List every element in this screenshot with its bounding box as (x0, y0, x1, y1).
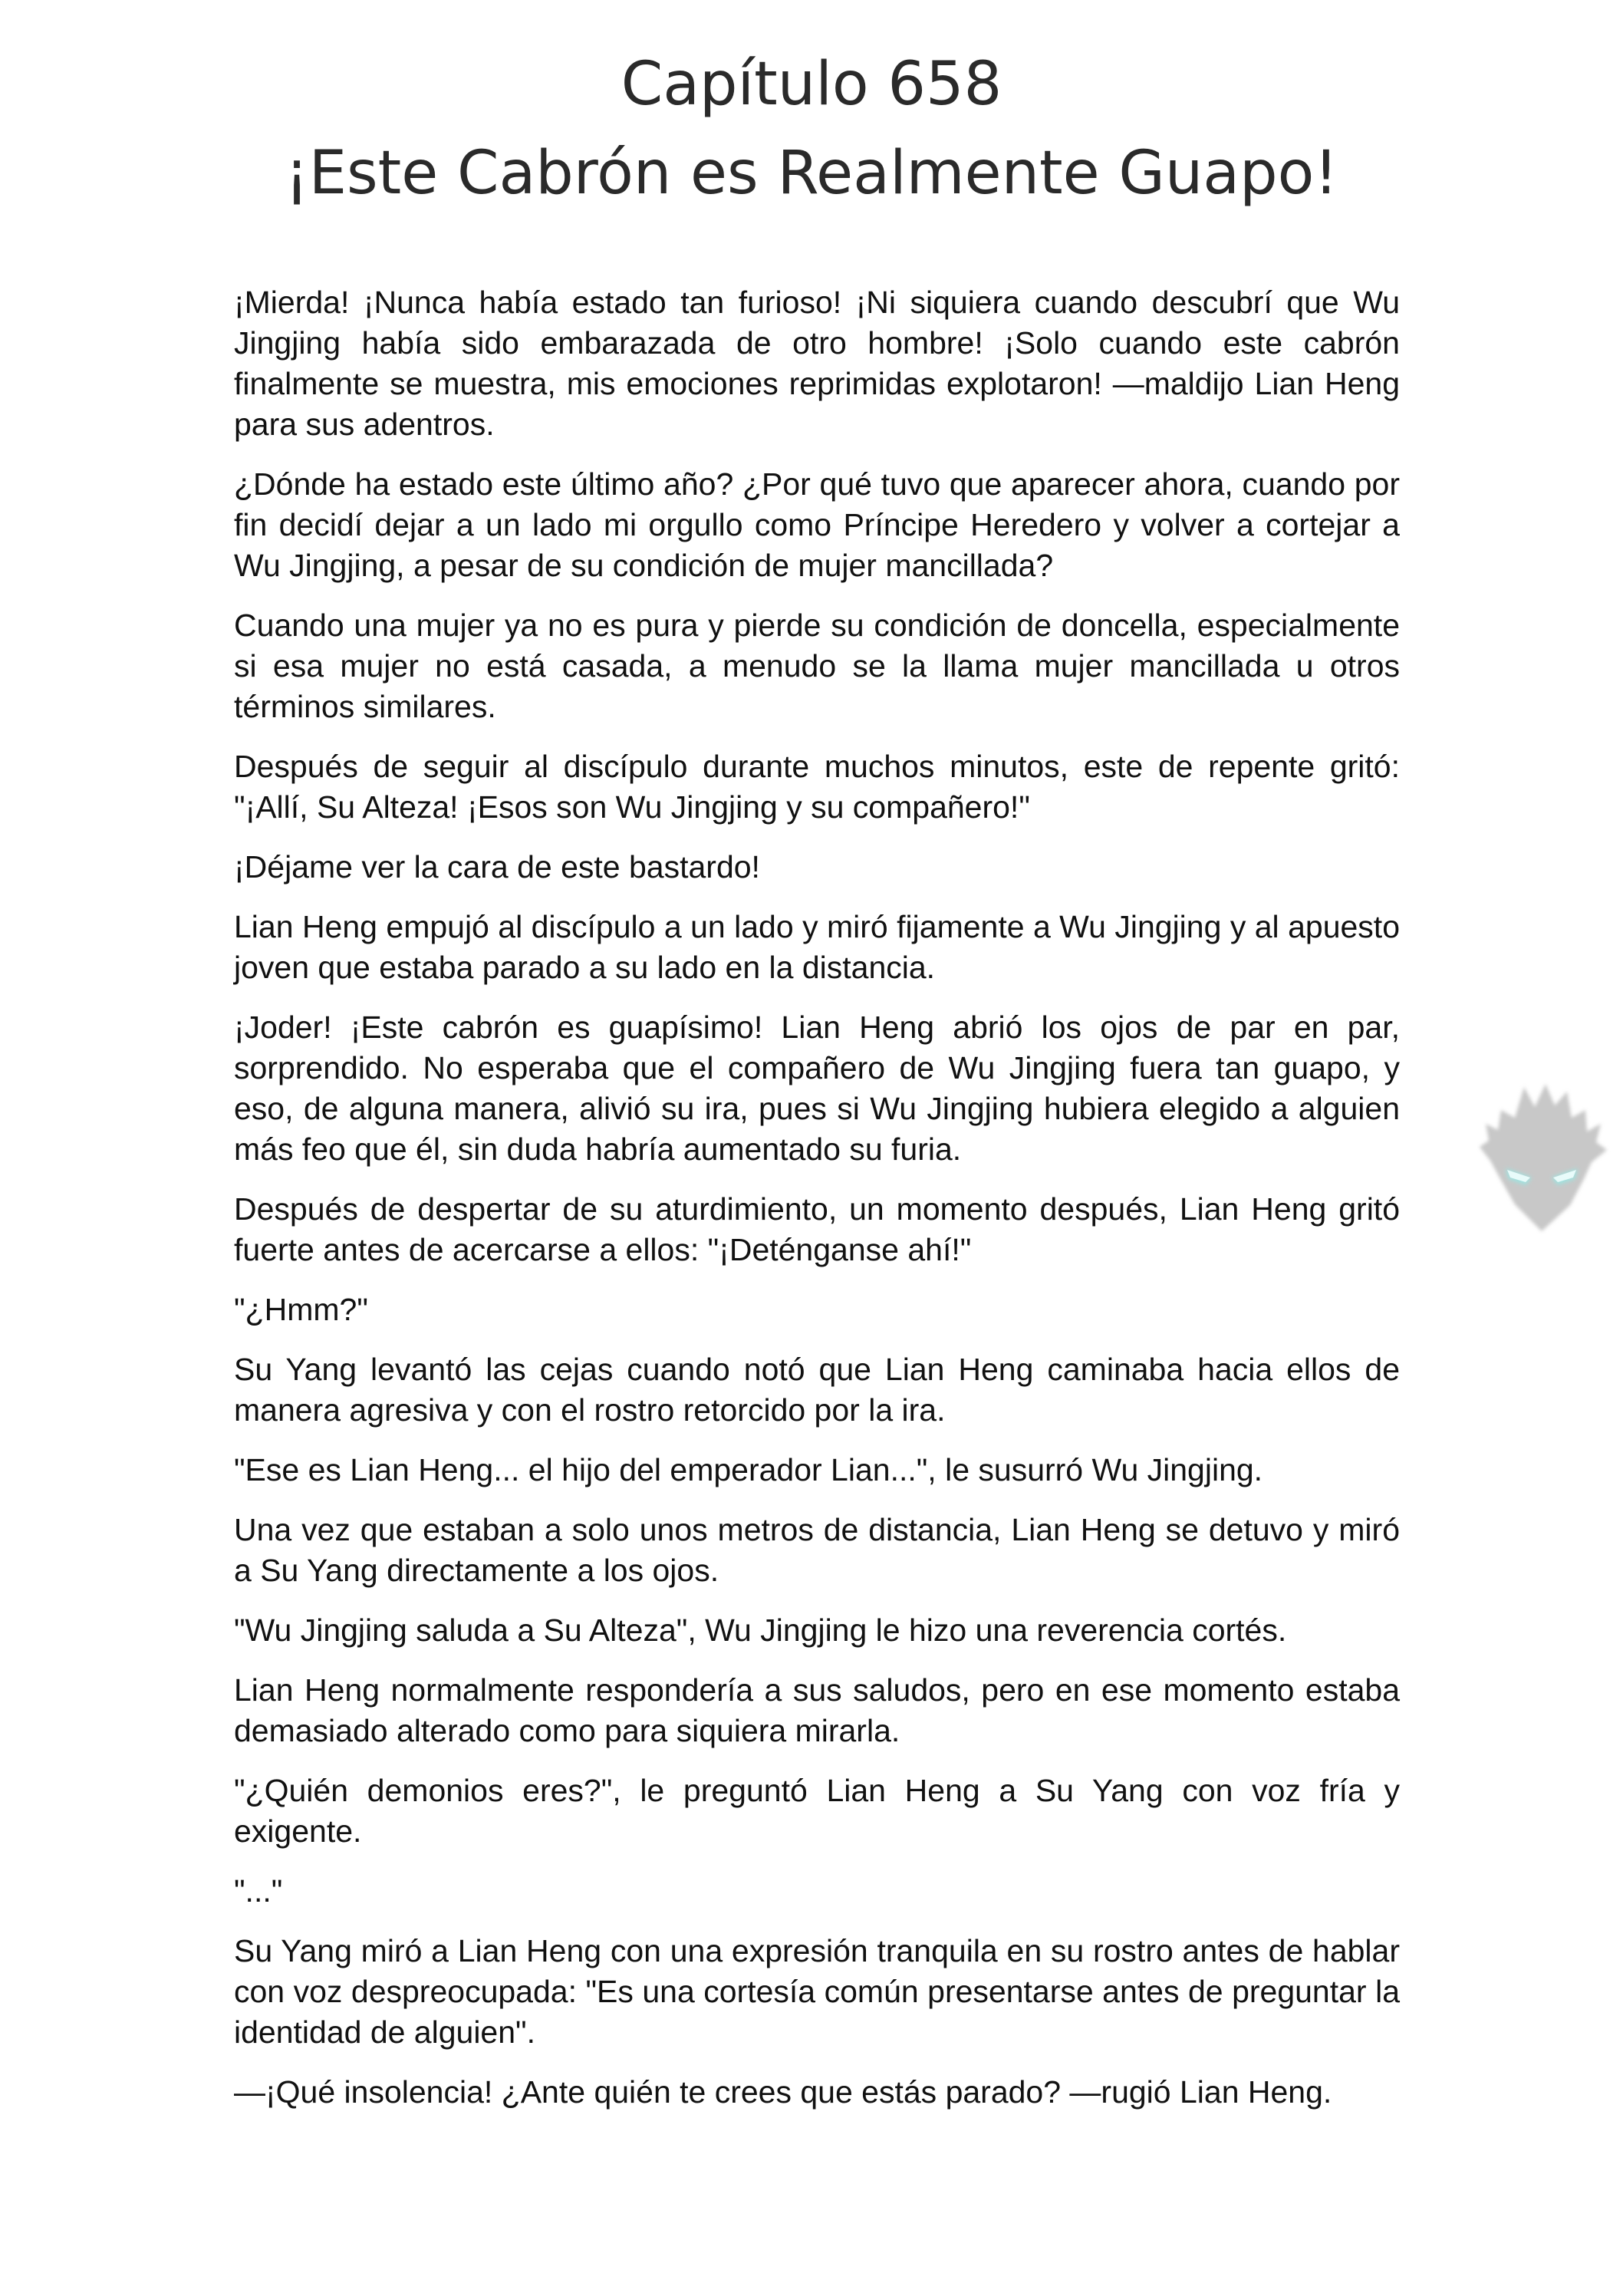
paragraph: Una vez que estaban a solo unos metros de distancia, Lian Heng se detuvo y miró a Su Yang directamente a los ojos. (234, 1512, 1400, 1588)
chapter-heading (0, 40, 1623, 218)
paragraph: Cuando una mujer ya no es pura y pierde su condición de doncella, especialmente si esa mujer no está casada, a menudo se la llama mujer mancillada u otros términos similares. (234, 608, 1400, 724)
paragraph: "Ese es Lian Heng... el hijo del emperador Lian...", le susurró Wu Jingjing. (234, 1452, 1263, 1487)
paragraph: "¿Quién demonios eres?", le preguntó Lian Heng a Su Yang con voz fría y exigente. (234, 1773, 1400, 1849)
chapter-title: ¡Este Cabrón es Realmente Guapo! (285, 139, 1338, 208)
paragraph: "¿Hmm?" (234, 1292, 368, 1327)
paragraph: Lian Heng empujó al discípulo a un lado y miró fijamente a Wu Jingjing y al apuesto joven que estaba parado a su lado en la distancia. (234, 909, 1400, 985)
paragraph: Después de despertar de su aturdimiento, un momento después, Lian Heng gritó fuerte antes de acercarse a ellos: "¡Deténganse ahí!" (234, 1191, 1400, 1267)
paragraph: Su Yang levantó las cejas cuando notó que Lian Heng caminaba hacia ellos de manera agresiva y con el rostro retorcido por la ira. (234, 1352, 1400, 1428)
paragraph: ¡Déjame ver la cara de este bastardo! (234, 849, 760, 884)
paragraph: Su Yang miró a Lian Heng con una expresión tranquila en su rostro antes de hablar con voz despreocupada: "Es una cortesía común presentarse antes de preguntar la identidad de alguien". (234, 1933, 1400, 2050)
paragraph: "..." (234, 1873, 283, 1909)
paragraph: ¿Dónde ha estado este último año? ¿Por qué tuvo que aparecer ahora, cuando por fin decidí dejar a un lado mi orgullo como Príncipe Heredero y volver a cortejar a Wu Jingjing, a pesar de su condición de mujer mancillada? (234, 466, 1400, 583)
paragraph: ¡Mierda! ¡Nunca había estado tan furioso! ¡Ni siquiera cuando descubrí que Wu Jingjing había sido embarazada de otro hombre! ¡Solo cuando este cabrón finalmente se muestra, mis emociones reprimidas explotaron! —maldijo Lian Heng para sus adentros. (234, 285, 1400, 442)
chapter-body (234, 282, 1400, 2132)
chapter-number: Capítulo 658 (621, 50, 1002, 119)
paragraph: "Wu Jingjing saluda a Su Alteza", Wu Jingjing le hizo una reverencia cortés. (234, 1612, 1287, 1648)
paragraph: ¡Joder! ¡Este cabrón es guapísimo! Lian Heng abrió los ojos de par en par, sorprendido. No esperaba que el compañero de Wu Jingjing fuera tan guapo, y eso, de alguna manera, alivió su ira, pues si Wu Jingjing hubiera elegido a alguien más feo que él, sin duda habría aumentado su furia. (234, 1010, 1400, 1167)
demon-head-icon (1469, 1070, 1615, 1247)
paragraph: —¡Qué insolencia! ¿Ante quién te crees que estás parado? —rugió Lian Heng. (234, 2074, 1332, 2110)
paragraph: Después de seguir al discípulo durante muchos minutos, este de repente gritó: "¡Allí, Su Alteza! ¡Esos son Wu Jingjing y su compañero!" (234, 749, 1400, 825)
paragraph: Lian Heng normalmente respondería a sus saludos, pero en ese momento estaba demasiado alterado como para siquiera mirarla. (234, 1672, 1400, 1748)
